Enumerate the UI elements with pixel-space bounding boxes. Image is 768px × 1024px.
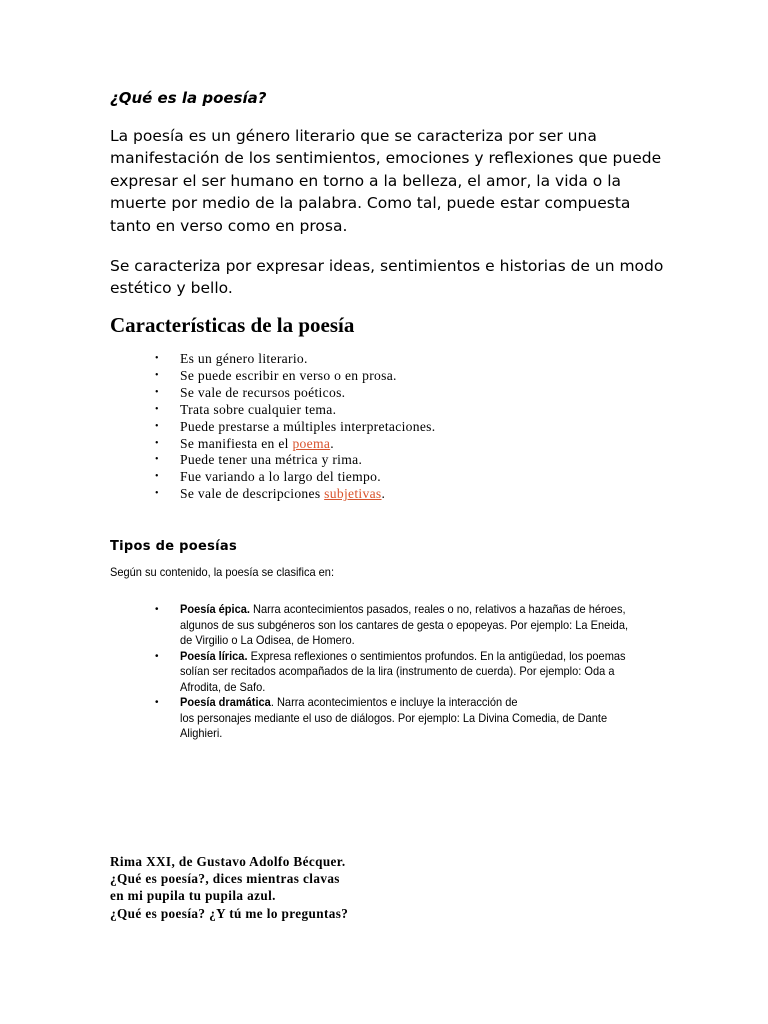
bullet-icon: • — [155, 403, 159, 415]
type-line — [180, 602, 658, 618]
list-item-punct: . — [381, 486, 386, 502]
list-item — [110, 469, 435, 486]
paragraph-line: La poesía es un género literario que se caracteriza por ser una — [110, 127, 597, 145]
types-list — [110, 602, 700, 742]
list-item — [110, 602, 700, 649]
type-description: . Narra acontecimientos e incluye la interacción de — [270, 695, 518, 709]
poem-excerpt — [110, 853, 348, 922]
bullet-icon: • — [155, 353, 159, 364]
paragraph-line: expresar el ser humano en torno a la belleza, el amor, la vida o la — [110, 171, 621, 190]
characteristics-list — [110, 351, 435, 503]
list-item-text: Trata sobre cualquier tema. — [180, 401, 337, 417]
type-term: Poesía dramática — [180, 695, 271, 709]
type-line: de Virgilio o La Odisea, de Homero. — [180, 633, 355, 647]
list-item — [110, 649, 700, 696]
bullet-icon: • — [155, 471, 159, 483]
list-item — [110, 695, 700, 742]
list-item — [110, 486, 435, 503]
section-title: ¿Qué es la poesía? — [110, 89, 267, 107]
list-item — [110, 402, 435, 419]
bullet-icon: • — [155, 369, 159, 381]
bullet-icon: • — [155, 697, 159, 708]
poem-line: Rima XXI, de Gustavo Adolfo Bécquer. — [110, 854, 346, 869]
type-line: solían ser recitados acompañados de la lira (instrumento de cuerda). Por ejemplo: Oda a — [180, 664, 615, 678]
type-line: algunos de sus subgéneros son los cantares de gesta o epopeyas. Por ejemplo: La Eneida, — [180, 617, 629, 632]
list-item-text: Puede tener una métrica y rima. — [180, 452, 363, 468]
type-line: Alighieri. — [180, 726, 223, 740]
types-heading: Tipos de poesías — [110, 539, 238, 554]
paragraph-line: muerte por medio de la palabra. Como tal, puede estar compuesta — [110, 194, 631, 213]
poem-line: ¿Qué es poesía?, dices mientras clavas — [110, 871, 340, 887]
list-item-text: Se vale de recursos poéticos. — [180, 384, 346, 400]
intro-paragraph-2 — [110, 255, 664, 300]
types-intro: Según su contenido, la poesía se clasifica en: — [110, 565, 335, 579]
poem-line: ¿Qué es poesía? ¿Y tú me lo preguntas? — [110, 905, 349, 921]
paragraph-line: tanto en verso como en prosa. — [110, 216, 348, 235]
paragraph-line: manifestación de los sentimientos, emociones y reflexiones que puede — [110, 149, 662, 168]
type-description: Narra acontecimientos pasados, reales o no, relativos a hazañas de héroes, — [249, 602, 626, 616]
bullet-icon: • — [155, 604, 159, 615]
type-line: los personajes mediante el uso de diálogos. Por ejemplo: La Divina Comedia, de Dante — [180, 710, 608, 725]
paragraph-line: estético y bello. — [110, 279, 233, 298]
poem-line: en mi pupila tu pupila azul. — [110, 888, 276, 904]
type-term: Poesía lírica. — [180, 648, 248, 663]
list-item — [110, 452, 435, 469]
bullet-icon: • — [155, 420, 159, 432]
list-item-text: Es un género literario. — [180, 351, 308, 366]
intro-paragraph-1 — [110, 125, 660, 237]
list-item-text: Fue variando a lo largo del tiempo. — [180, 469, 381, 485]
type-line — [180, 649, 658, 665]
bullet-icon: • — [155, 437, 159, 449]
list-item-punct: . — [330, 435, 334, 451]
characteristics-heading: Características de la poesía — [110, 313, 355, 337]
bullet-icon: • — [155, 488, 159, 500]
list-item — [110, 419, 435, 436]
type-line: Afrodita, de Safo. — [180, 679, 266, 694]
type-description: Expresa reflexiones o sentimientos profundos. En la antigüedad, los poemas — [247, 648, 626, 663]
bullet-icon: • — [155, 386, 159, 398]
list-item-text: Se puede escribir en verso o en prosa. — [180, 367, 397, 383]
paragraph-line: Se caracteriza por expresar ideas, sentimientos e historias de un modo — [110, 257, 664, 275]
type-line — [180, 695, 658, 711]
bullet-icon: • — [155, 650, 159, 662]
list-item — [110, 351, 435, 368]
list-item-text: Puede prestarse a múltiples interpretaciones. — [180, 418, 436, 434]
type-term: Poesía épica. — [180, 602, 250, 616]
list-item-text: Se vale de descripciones — [180, 486, 325, 502]
list-item-text: Se manifiesta en el — [180, 435, 293, 451]
list-item — [110, 385, 435, 402]
poema-link[interactable]: poema — [292, 435, 331, 451]
list-item — [110, 368, 435, 385]
subjetivas-link[interactable]: subjetivas — [324, 486, 382, 502]
bullet-icon: • — [155, 454, 159, 466]
list-item — [110, 436, 435, 453]
